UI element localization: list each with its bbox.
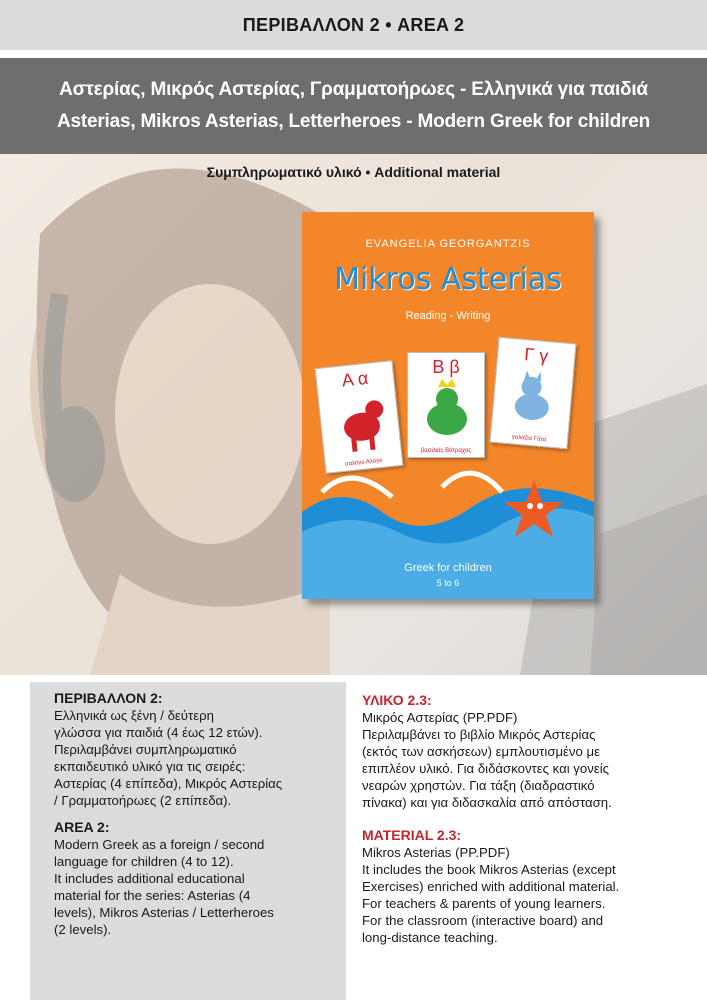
book-series: Greek for children (404, 562, 492, 574)
greek-area-heading: ΠΕΡΙΒΑΛΛΟΝ 2: (54, 690, 163, 706)
book-cover (302, 212, 594, 599)
hero-subtitle: Συμπληρωματικό υλικό • Additional material (206, 164, 501, 180)
greek-material-line: Περιλαμβάνει το βιβλίο Μικρός Αστερίας (362, 727, 596, 742)
greek-area-line: Ελληνικά ως ξένη / δεύτερη (54, 708, 214, 723)
top-category-bar (0, 0, 707, 50)
book-title: Mikros Asterias (334, 262, 562, 297)
greek-area-line: / Γραμματοήρωες (2 επίπεδα). (54, 793, 232, 808)
greek-material-line: επιπλέον υλικό. Για διδάσκοντες και γονείς (362, 761, 609, 776)
greek-area-line: Αστερίας (4 επίπεδα), Μικρός Αστερίας (54, 776, 283, 791)
hero-image (0, 154, 707, 675)
greek-material-line: (εκτός των ασκήσεων) εμπλουτισμένο με (362, 744, 600, 759)
gamma-card-caption: γαλάζια Γάτα (511, 434, 547, 444)
greek-material-line: Μικρός Αστερίας (PP.PDF) (362, 710, 518, 725)
title-band (0, 58, 707, 154)
book-author: EVANGELIA GEORGANTZIS (365, 238, 531, 250)
greek-material-heading: ΥΛΙΚΟ 2.3: (362, 692, 432, 708)
english-material-line: long-distance teaching. (362, 930, 498, 945)
beta-card-caption: βασιλιάς Βάτραχος (420, 448, 472, 454)
water-wave-illustration (302, 212, 594, 599)
english-material-line: It includes the book Mikros Asterias (except (362, 862, 616, 877)
greek-area-line: εκπαιδευτικό υλικό για τις σειρές: (54, 759, 246, 774)
english-material-line: For the classroom (interactive board) and (362, 913, 604, 928)
english-area-line: material for the series: Asterias (4 (54, 888, 251, 903)
alpha-card-letters: Α α (340, 367, 370, 391)
beta-card-letters: Β β (432, 357, 460, 377)
material-description (362, 692, 692, 962)
category-title: ΠΕΡΙΒΑΛΛΟΝ 2 • AREA 2 (242, 14, 465, 35)
title-english: Asterias, Mikros Asterias, Letterheroes - Modern Greek for children (56, 111, 651, 132)
english-area-line: It includes additional educational (54, 871, 245, 886)
greek-material-line: νεαρών χρηστών. Για τάξη (διαδραστικό (362, 778, 595, 793)
book-age-range: 5 to 6 (436, 578, 460, 588)
english-area-heading: AREA 2: (54, 819, 110, 835)
greek-area-line: γλώσσα για παιδιά (4 έως 12 ετών). (54, 725, 263, 740)
greek-area-line: Περιλαμβάνει συμπληρωματικό (54, 742, 237, 757)
english-area-line: language for children (4 to 12). (54, 854, 234, 869)
english-area-line: levels), Mikros Asterias / Letterheroes (54, 905, 274, 920)
area-info-box (30, 682, 346, 1000)
english-material-line: Exercises) enriched with additional material. (362, 879, 620, 894)
title-greek: Αστερίας, Μικρός Αστερίας, Γραμματοήρωες - Ελληνικά για παιδιά (59, 79, 648, 100)
english-area-line: (2 levels). (54, 922, 112, 937)
english-material-heading: MATERIAL 2.3: (362, 827, 462, 843)
english-material-line: Mikros Asterias (PP.PDF) (362, 845, 510, 860)
english-area-line: Modern Greek as a foreign / second (54, 837, 265, 852)
book-tagline: Reading - Writing (405, 310, 491, 322)
greek-material-line: πίνακα) και για διδασκαλία από απόσταση. (362, 795, 612, 810)
gamma-card-letters: Γ γ (523, 344, 550, 367)
english-material-line: For teachers & parents of young learners. (362, 896, 606, 911)
alpha-card-caption: σαλόγο Άλογο (344, 457, 383, 468)
